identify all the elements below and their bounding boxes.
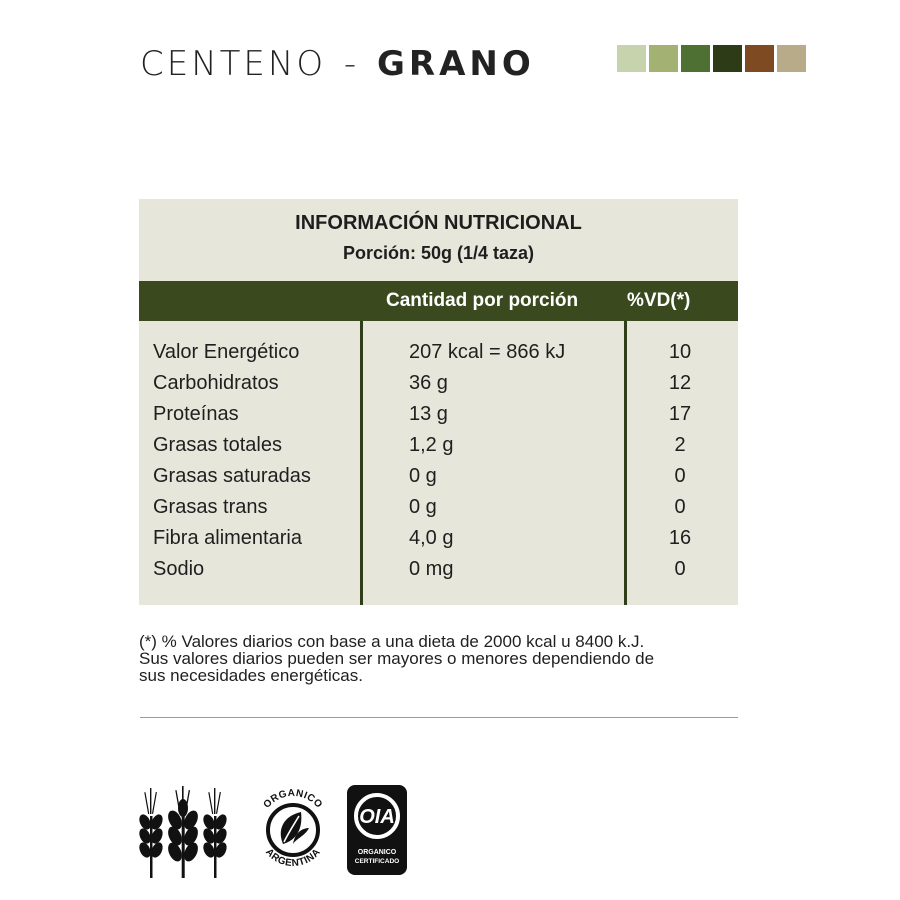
nutrient-vd: 17 xyxy=(668,403,692,425)
title-product: CENTENO xyxy=(140,44,327,84)
nutrient-name: Grasas saturadas xyxy=(153,465,311,487)
nutrient-vd: 0 xyxy=(674,558,686,580)
oia-line1: ORGANICO xyxy=(357,849,397,856)
palette-swatch xyxy=(713,45,742,72)
footnote-line: (*) % Valores diarios con base a una dieta de 2000 kcal u 8400 k.J. xyxy=(139,632,645,651)
oia-mark: OIA xyxy=(359,806,395,828)
title-separator: - xyxy=(343,44,360,84)
nutrient-amount: 4,0 g xyxy=(409,527,454,549)
palette-swatch xyxy=(681,45,710,72)
nutrition-header xyxy=(139,199,738,281)
table-row xyxy=(139,527,738,558)
footnote-line: Sus valores diarios pueden ser mayores o menores dependiendo de xyxy=(139,649,655,668)
nutrient-name: Sodio xyxy=(153,558,205,580)
nutrient-amount: 36 g xyxy=(409,372,448,394)
oia-line2: CERTIFICADO xyxy=(354,858,400,865)
nutrient-amount: 0 g xyxy=(409,496,437,518)
palette-swatch xyxy=(745,45,774,72)
table-row xyxy=(139,465,738,496)
table-row xyxy=(139,372,738,403)
nutrient-name: Fibra alimentaria xyxy=(153,527,302,549)
table-row xyxy=(139,403,738,434)
svg-text:ARGENTINA xyxy=(263,847,323,869)
nutrition-title: INFORMACIÓN NUTRICIONAL xyxy=(295,212,582,234)
svg-text:ORGANICO xyxy=(262,788,325,811)
nutrient-vd: 12 xyxy=(668,372,692,394)
footnote xyxy=(139,633,739,684)
nutrient-name: Carbohidratos xyxy=(153,372,279,394)
table-row xyxy=(139,558,738,589)
footnote-line: sus necesidades energéticas. xyxy=(139,666,363,685)
seal-bottom-text: ARGENTINA xyxy=(263,846,323,870)
column-amount-header: Cantidad por porción xyxy=(386,290,579,311)
nutrient-amount: 13 g xyxy=(409,403,448,425)
table-row xyxy=(139,496,738,527)
serving-size: Porción: 50g (1/4 taza) xyxy=(342,243,535,263)
nutrient-name: Grasas totales xyxy=(153,434,282,456)
palette-swatch xyxy=(777,45,806,72)
wheat-icon xyxy=(137,786,229,880)
leaf-icon xyxy=(281,812,309,844)
nutrient-vd: 0 xyxy=(674,465,686,487)
nutrient-vd: 16 xyxy=(668,527,692,549)
nutrition-rows xyxy=(139,341,738,589)
nutrition-table xyxy=(139,199,738,605)
nutrient-amount: 0 mg xyxy=(409,558,454,580)
nutrient-name: Valor Energético xyxy=(153,341,300,363)
nutrient-vd: 0 xyxy=(674,496,686,518)
title-variant: GRANO xyxy=(377,44,535,84)
nutrient-name: Proteínas xyxy=(153,403,239,425)
column-header-bar xyxy=(139,281,738,321)
palette-swatch xyxy=(617,45,646,72)
organico-argentina-seal xyxy=(253,782,333,878)
nutrient-vd: 10 xyxy=(668,341,692,363)
table-row xyxy=(139,434,738,465)
nutrient-amount: 0 g xyxy=(409,465,437,487)
nutrient-amount: 1,2 g xyxy=(409,434,454,456)
divider xyxy=(140,717,738,718)
nutrient-amount: 207 kcal = 866 kJ xyxy=(409,341,566,363)
nutrient-vd: 2 xyxy=(674,434,686,456)
column-vd-header: %VD(*) xyxy=(627,290,691,311)
nutrient-name: Grasas trans xyxy=(153,496,268,518)
seal-top-text: ORGANICO xyxy=(261,787,325,811)
page-title xyxy=(140,44,535,84)
table-row xyxy=(139,341,738,372)
oia-certification-logo xyxy=(346,784,408,876)
palette-swatch xyxy=(649,45,678,72)
color-palette xyxy=(617,45,806,72)
